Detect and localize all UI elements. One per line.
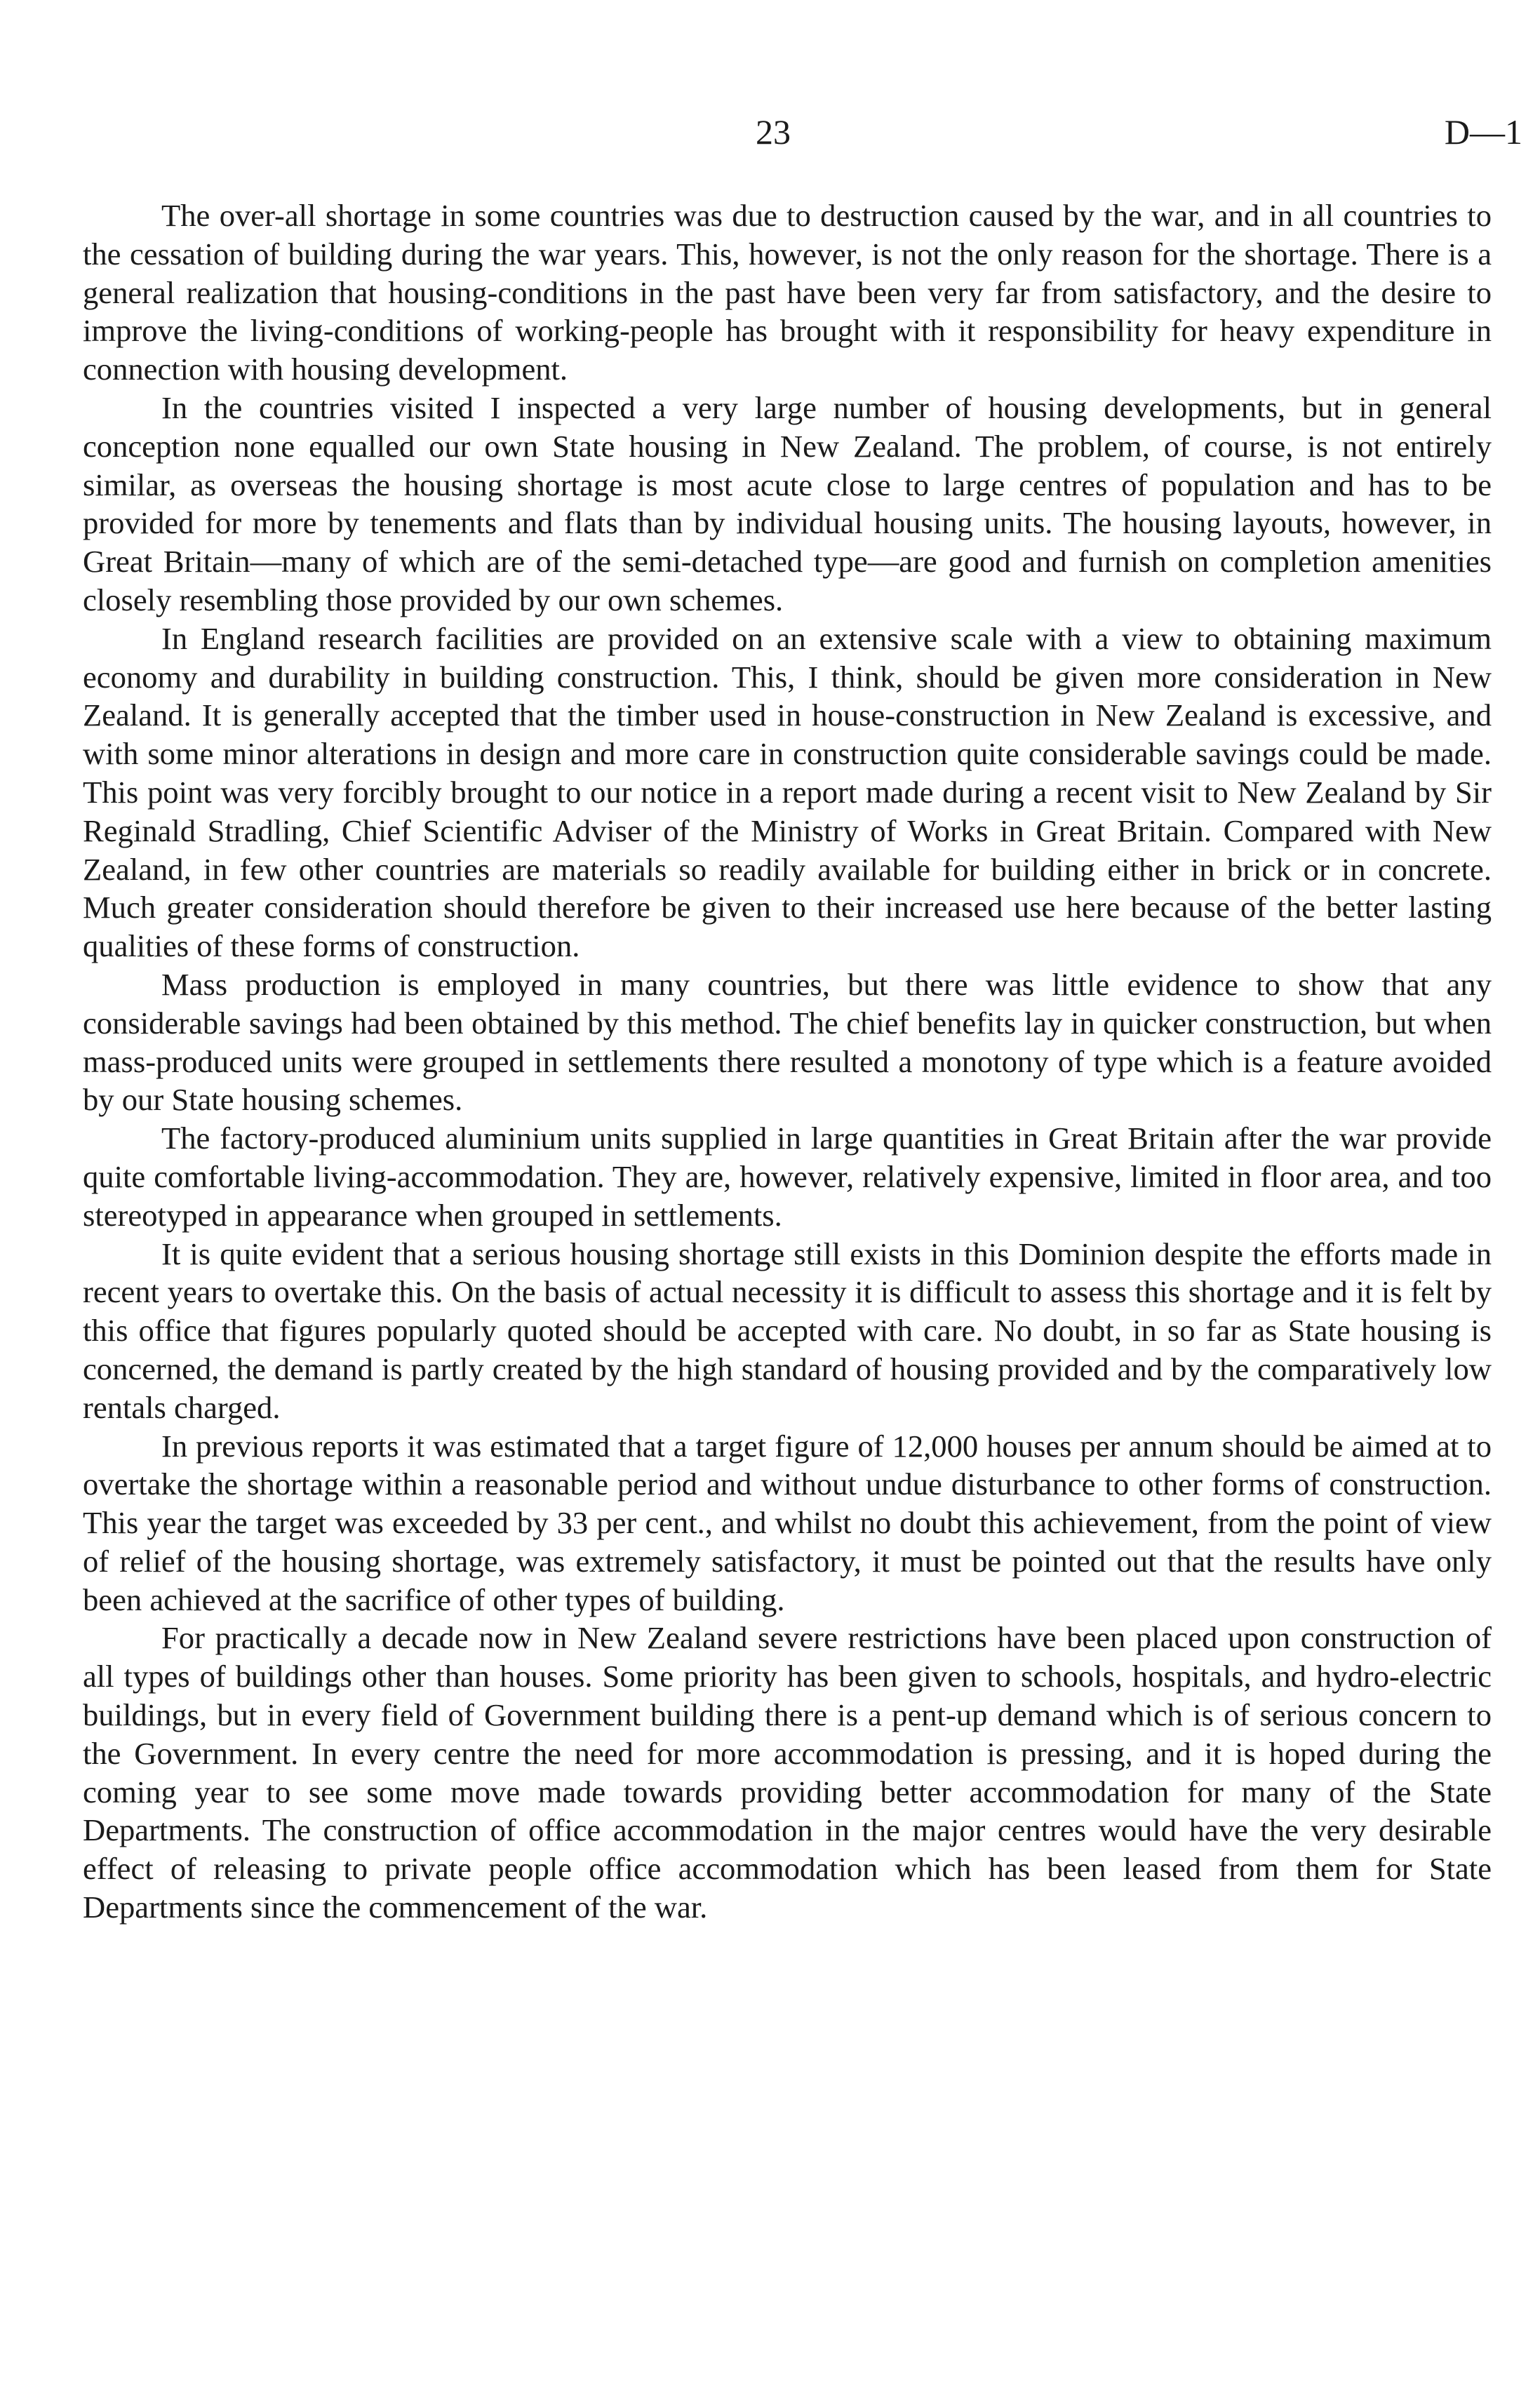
paragraph-housing-developments: In the countries visited I inspected a very large number of housing developments, but in general conception none equalled our own State housing in New Zealand. The problem, of course, is not entirely similar, as overseas the housing shortage is most acute close to large centres of population and has to be provided for more by tenements and flats than by individual housing units. The housing layouts, however, in Great Britain—many of which are of the semi-detached type—are good and furnish on completion amenities closely resembling those provided by our own schemes. [83,389,1492,617]
document-reference: D—1 [1444,112,1522,152]
paragraph-mass-production: Mass production is employed in many countries, but there was little evidence to show that any considerable savings had been obtained by this method. The chief benefits lay in quicker construction, but when mass-produced units were grouped in settlements there resulted a monotony of type which is a feature avoided by our State housing schemes. [83,966,1492,1118]
paragraph-target-figure: In previous reports it was estimated that a target figure of 12,000 houses per annum should be aimed at to overtake the shortage within a reasonable period and without undue disturbance to other forms of construction. This year the target was exceeded by 33 per cent., and whilst no doubt this achievement, from the point of view of relief of the housing shortage, was extremely satisfactory, it must be pointed out that the results have only been achieved at the sacrifice of other types of building. [83,1428,1492,1617]
paragraph-building-restrictions: For practically a decade now in New Zealand severe restrictions have been placed upon construction of all types of buildings other than houses. Some priority has been given to schools, hospitals, and hydro-electric buildings, but in every field of Government building there is a pent-up demand which is of serious concern to the Government. In every centre the need for more accommodation is pressing, and it is hoped during the coming year to see some move made towards providing better accommodation for many of the State Departments. The construction of office accommodation in the major centres would have the very desirable effect of releasing to private people office accommodation which has been leased from them for State Departments since the commencement of the war. [83,1620,1492,1925]
paragraph-overall-shortage: The over-all shortage in some countries was due to destruction caused by the war, and in all countries to the cessation of building during the war years. This, however, is not the only reason for the shortage. There is a general realization that housing-conditions in the past have been very far from satisfactory, and the desire to improve the living-conditions of working-people has brought with it responsibility for heavy expenditure in connection with housing development. [83,198,1492,387]
body-text [83,196,1492,1927]
page-number: 23 [756,112,791,152]
paragraph-housing-shortage: It is quite evident that a serious housing shortage still exists in this Dominion despite the efforts made in recent years to overtake this. On the basis of actual necessity it is difficult to assess this shortage and it is felt by this office that figures popularly quoted should be accepted with care. No doubt, in so far as State housing is concerned, the demand is partly created by the high standard of housing provided and by the comparatively low rentals charged. [83,1236,1492,1425]
paragraph-aluminium-units: The factory-produced aluminium units supplied in large quantities in Great Britain after the war provide quite comfortable living-accommodation. They are, however, relatively expensive, limited in floor area, and too stereotyped in appearance when grouped in settlements. [83,1121,1492,1233]
paragraph-research-facilities: In England research facilities are provided on an extensive scale with a view to obtaining maximum economy and durability in building construction. This, I think, should be given more consideration in New Zealand. It is generally accepted that the timber used in house-construction in New Zealand is excessive, and with some minor alterations in design and more care in construction quite considerable savings could be made. This point was very forcibly brought to our notice in a report made during a recent visit to New Zealand by Sir Reginald Stradling, Chief Scientific Adviser of the Ministry of Works in Great Britain. Compared with New Zealand, in few other countries are materials so readily available for building either in brick or in concrete. Much greater consideration should therefore be given to their increased use here because of the better lasting qualities of these forms of construction. [83,620,1492,964]
